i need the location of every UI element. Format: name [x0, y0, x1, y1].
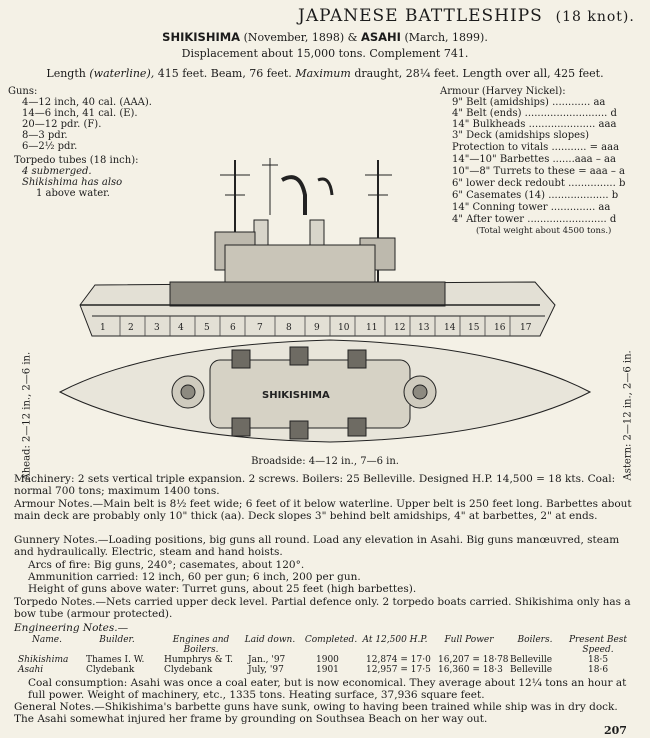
dimensions: Length (waterline), 415 feet. Beam, 76 feet. Maximum draught, 28¼ feet. Length over all, 425 feet. [46, 67, 604, 80]
section-number: 4 [178, 323, 184, 333]
section-number: 3 [154, 323, 160, 333]
table-header: Present Best Speed. [568, 635, 628, 655]
section-number: 2 [128, 323, 134, 333]
gunnery-notes: Gunnery Notes.—Loading positions, big guns all round. Load any elevation in Asahi. Big guns manœuvred, steam and hydraulically. Electric, steam and hand hoists. [14, 534, 620, 558]
section-number: 16 [494, 323, 506, 333]
table-cell: 18·6 [588, 665, 609, 675]
arcs-of-fire: Arcs of fire: Big guns, 240°; casemates, about 120°. [28, 559, 305, 571]
armour-line: 14" Bulkheads ..................... aaa [452, 119, 617, 130]
armour-notes: Armour Notes.—Main belt is 8½ feet wide; 6 feet of it below waterline. Upper belt is 250 feet long. Barbettes about main deck are probably only 10" thick (aa). Deck slopes 3" behind belt amidships, 4" at barbettes, 2" at ends. [14, 498, 632, 522]
guns-heading: Guns: [8, 86, 38, 97]
section-number: 15 [468, 323, 480, 333]
armour-line: 6" Casemates (14) ................... b [452, 190, 619, 201]
torpedo-note2: 1 above water. [36, 188, 110, 199]
gun-line: 20—12 pdr. (F). [22, 119, 102, 130]
page-number: 207 [604, 724, 627, 737]
table-cell: 12,874 = 17·0 [366, 655, 431, 665]
gun-line: 6—2½ pdr. [22, 141, 78, 152]
table-header: Name. [32, 635, 62, 645]
ship-drawing [0, 140, 650, 465]
table-row [18, 655, 68, 665]
broadside-label: Broadside: 4—12 in., 7—6 in. [251, 456, 399, 467]
gun-line: 8—3 pdr. [22, 130, 68, 141]
section-number: 11 [366, 323, 378, 333]
ships-heading: SHIKISHIMA (November, 1898) & ASAHI (March, 1899). [162, 30, 488, 44]
armour-heading: Armour (Harvey Nickel): [440, 86, 566, 97]
armour-line: 3" Deck (amidships slopes) [452, 130, 590, 141]
table-header: Full Power [444, 635, 494, 645]
table-cell: 18·5 [588, 655, 609, 665]
astern-fire-label: Astern: 2—12 in., 2—6 in. [622, 350, 634, 481]
section-number: 17 [520, 323, 532, 333]
table-cell: July, '97 [248, 665, 284, 675]
torpedo-submerged: 4 submerged. [22, 166, 92, 177]
gun-line: 4—12 inch, 40 cal. (AAA). [22, 97, 152, 108]
engineering-heading: Engineering Notes.— [14, 622, 129, 634]
table-cell: Belleville [510, 665, 553, 675]
section-number: 7 [257, 323, 263, 333]
table-cell: Thames I. W. [86, 655, 145, 665]
armour-line: Protection to vitals ........... = aaa [452, 142, 620, 153]
armour-line: 14"—10" Barbettes .......aaa – aa [452, 154, 616, 165]
superstructure [215, 158, 395, 290]
table-cell: Clydebank [164, 665, 213, 675]
table-cell: Jan., '97 [248, 655, 286, 665]
table-cell: Shikishima [18, 655, 69, 665]
table-header: At 12,500 H.P. [362, 635, 428, 645]
table-header: Builder. [99, 635, 135, 645]
armour-line: 9" Belt (amidships) ............ aa [452, 97, 606, 108]
table-cell: Humphrys & T. [164, 655, 234, 665]
table-header: Laid down. [244, 635, 296, 645]
table-cell: 1900 [316, 655, 339, 665]
general-notes: General Notes.—Shikishima's barbette guns have sunk, owing to having been trained while ship was in dry dock. The Asahi somewhat injured her frame by grounding on Southsea Beach on her way out. [14, 701, 618, 725]
table-header: Boilers. [517, 635, 553, 645]
torpedo-notes: Torpedo Notes.—Nets carried upper deck level. Partial defence only. 2 torpedo boats carried. Shikishima only has a bow tube (armour protected). [14, 596, 631, 620]
armour-line: 4" Belt (ends) .......................... d [452, 108, 617, 119]
armour-total: (Total weight about 4500 tons.) [476, 226, 612, 236]
table-cell: 1901 [316, 665, 339, 675]
table-cell: Clydebank [86, 665, 135, 675]
armour-line: 14" Conning tower .............. aa [452, 202, 611, 213]
table-cell: 16,207 = 18·78 [438, 655, 509, 665]
table-cell: 12,957 = 17·5 [366, 665, 431, 675]
section-number: 1 [100, 323, 106, 333]
section-number: 14 [444, 323, 456, 333]
plan-ship-label: SHIKISHIMA [262, 390, 330, 401]
gun-line: 14—6 inch, 41 cal. (E). [22, 108, 138, 119]
displacement: Displacement about 15,000 tons. Complement 741. [181, 47, 469, 60]
torpedo-heading: Torpedo tubes (18 inch): [14, 155, 139, 166]
table-cell: 16,360 = 18·3 [438, 665, 503, 675]
section-number: 5 [204, 323, 210, 333]
section-number: 13 [418, 323, 430, 333]
table-cell: Asahi [18, 665, 44, 675]
page-title: JAPANESE BATTLESHIPS (18 knot). [298, 6, 635, 26]
armour-line: 4" After tower ......................... d [452, 214, 617, 225]
section-number: 9 [314, 323, 320, 333]
table-row [18, 665, 43, 675]
armour-line: 6" lower deck redoubt ............... b [452, 178, 626, 189]
gun-height: Height of guns above water: Turret guns, about 25 feet (high barbettes). [28, 583, 417, 595]
ammunition: Ammunition carried: 12 inch, 60 per gun; 6 inch, 200 per gun. [28, 571, 361, 583]
section-number: 6 [230, 323, 236, 333]
table-header: Engines and Boilers. [172, 635, 230, 655]
section-number: 8 [286, 323, 292, 333]
section-number: 12 [394, 323, 406, 333]
ahead-fire-label: Ahead: 2—12 in., 2—6 in. [21, 351, 33, 481]
table-header: Completed. [304, 635, 358, 645]
coal-consumption: Coal consumption: Asahi was once a coal eater, but is now economical. They average about 12¼ tons an hour at full power. Weight of machinery, etc., 1335 tons. Heating surface, 37,936 square feet. [28, 677, 627, 701]
torpedo-note: Shikishima has also [22, 177, 123, 188]
armour-line: 10"—8" Turrets to these = aaa – a [452, 166, 625, 177]
section-number: 10 [338, 323, 350, 333]
table-cell: Belleville [510, 655, 553, 665]
machinery-notes: Machinery: 2 sets vertical triple expansion. 2 screws. Boilers: 25 Belleville. Designed H.P. 14,500 = 18 kts. Coal: normal 700 tons; maximum 1400 tons. [14, 473, 616, 497]
